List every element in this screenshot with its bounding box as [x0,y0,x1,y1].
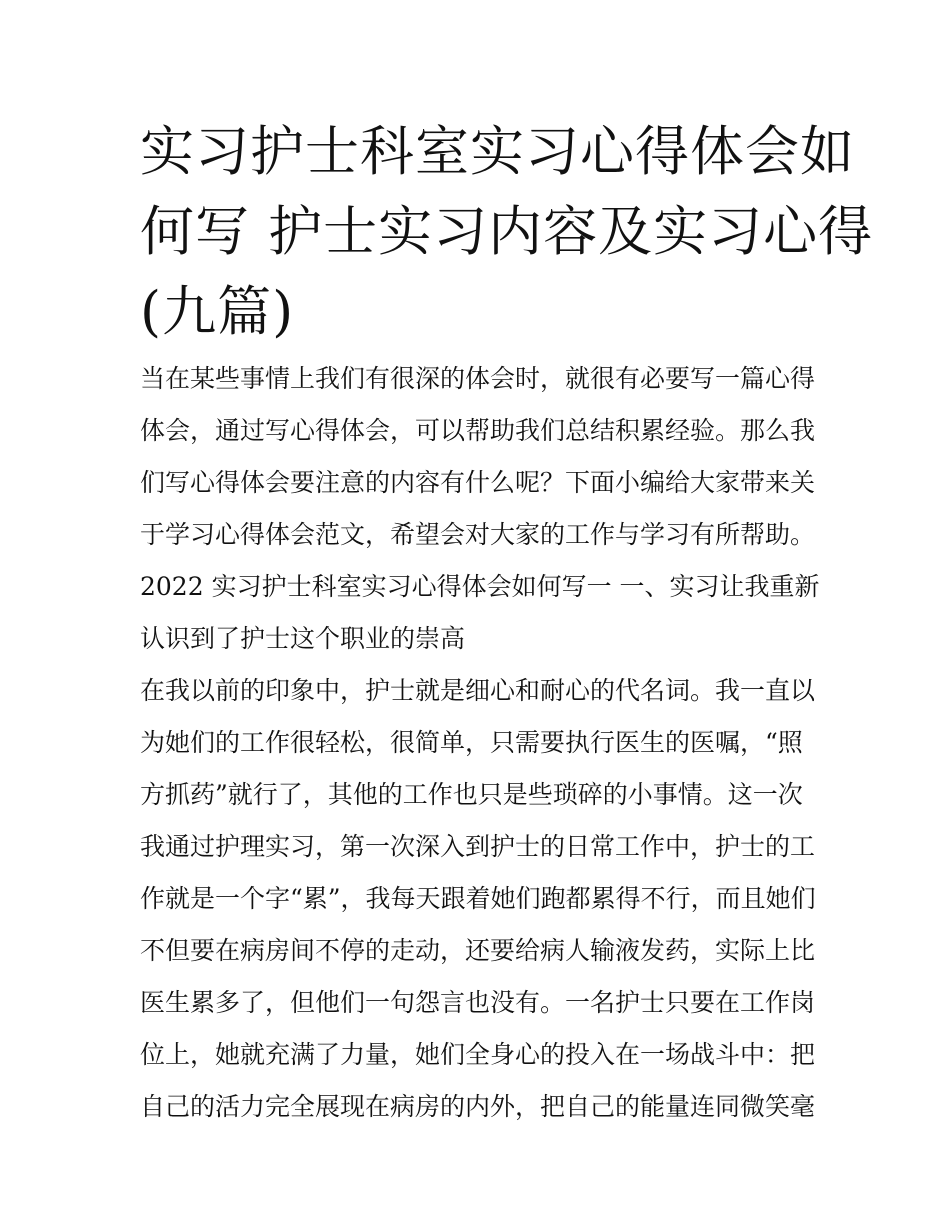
intro-paragraph [140,353,820,561]
text-line: 不但要在病房间不停的走动，还要给病人输液发药，实际上比 [140,936,816,965]
text-line: 当在某些事情上我们有很深的体会时，就很有必要写一篇心得 [140,364,816,393]
title-line: 实习护士科室实习心得体会如 [140,120,855,183]
text-line: 作就是一个字“累”，我每天跟着她们跑都累得不行，而且她们 [140,884,816,913]
body-paragraph [140,665,820,1133]
document-body [140,353,820,1133]
text-line: 认识到了护士这个职业的崇高 [140,624,466,653]
text-line: 方抓药”就行了，其他的工作也只是些琐碎的小事情。这一次 [140,780,803,809]
text-line: 为她们的工作很轻松，很简单，只需要执行医生的医嘱，“照 [140,728,803,757]
text-line: 们写心得体会要注意的内容有什么呢？下面小编给大家带来关 [140,468,816,497]
text-line: 医生累多了，但他们一句怨言也没有。一名护士只要在工作岗 [140,988,816,1017]
text-line: 在我以前的印象中，护士就是细心和耐心的代名词。我一直以 [140,676,816,705]
text-line: 于学习心得体会范文，希望会对大家的工作与学习有所帮助。 [140,520,816,549]
text-line: 体会，通过写心得体会，可以帮助我们总结积累经验。那么我 [140,416,816,445]
text-line: 2022 实习护士科室实习心得体会如何写一 一、实习让我重新 [140,572,820,601]
title-line: 何写 护士实习内容及实习心得 [140,200,874,263]
section-heading [140,561,820,665]
text-line: 我通过护理实习，第一次深入到护士的日常工作中，护士的工 [140,832,816,861]
document-title [140,112,874,352]
title-line: (九篇) [140,280,295,343]
text-line: 自己的活力完全展现在病房的内外，把自己的能量连同微笑毫 [140,1092,816,1121]
text-line: 位上，她就充满了力量，她们全身心的投入在一场战斗中：把 [140,1040,816,1069]
